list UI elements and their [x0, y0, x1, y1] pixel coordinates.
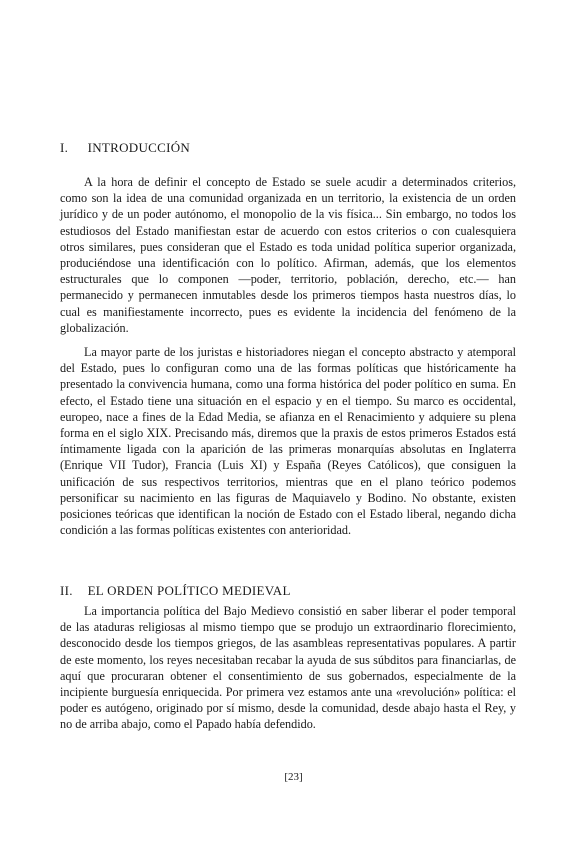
section-heading-orden-politico-medieval — [60, 583, 291, 599]
paragraph: A la hora de definir el concepto de Estado se suele acudir a determinados criterios, como son la idea de una comunidad organizada en un territorio, la existencia de un orden jurídico y de un poder autónomo, el monopolio de la vis física... Sin embargo, no todos los estudiosos del Estado manifiestan estar de acuerdo con estos criterios o con cualesquiera otros similares, pues consideran que el Estado es toda unidad política superior organizada, produciéndose una identificación con lo político. Afirman, además, que los elementos estructurales que lo componen —poder, territorio, población, derecho, etc.— han permanecido y permanecen inmutables desde los primeros tiempos hasta nuestros días, lo cual es manifiestamente incorrecto, pues es evidente la incidencia del fenómeno de la globalización. — [60, 175, 516, 335]
section-number: II. — [60, 583, 73, 598]
paragraph: La importancia política del Bajo Medievo consistió en saber liberar el poder temporal de las ataduras religiosas al mismo tiempo que se produjo un extraordinario florecimiento, desconocido desde los tiempos griegos, de las asambleas representativas populares. A partir de este momento, los reyes necesitaban recabar la ayuda de sus súbditos para financiarlas, de aquí que procuraran obtener el consentimiento de sus gobernados, especialmente de la incipiente burguesía enriquecida. Por primera vez estamos ante una «revolución» política: el poder es autógeno, originado por sí mismo, desde la comunidad, desde abajo hasta el Rey, y no de arriba abajo, como el Papado había defendido. — [60, 604, 516, 732]
section-title: INTRODUCCIÓN — [87, 140, 191, 155]
section-title: EL ORDEN POLÍTICO MEDIEVAL — [87, 583, 291, 598]
section-number: I. — [60, 140, 69, 155]
paragraph: La mayor parte de los juristas e historiadores niegan el concepto abstracto y atemporal del Estado, pues lo configuran como una de las formas políticas que históricamente ha presentado la convivencia humana, como una forma histórica del poder político en suma. En efecto, el Estado tiene una situación en el espacio y en el tiempo. Su marco es occidental, europeo, nace a fines de la Edad Media, se afianza en el Renacimiento y adquiere su plena forma en el siglo XIX. Precisando más, diremos que la praxis de estos primeros Estados está íntimamente ligada con la aparición de las primeras monarquías absolutas en Inglaterra (Enrique VII Tudor), Francia (Luis XI) y España (Reyes Católicos), que consiguen la unificación de sus respectivos territorios, mientras que en el plano teórico podemos personificar su nacimiento en las figuras de Maquiavelo y Bodino. No obstante, existen posiciones teóricas que identifican la noción de Estado con el Estado liberal, negando dicha condición a las formas políticas existentes con anterioridad. — [60, 345, 516, 538]
page-number: [23] — [284, 771, 303, 783]
section-heading-introduccion — [60, 140, 190, 156]
